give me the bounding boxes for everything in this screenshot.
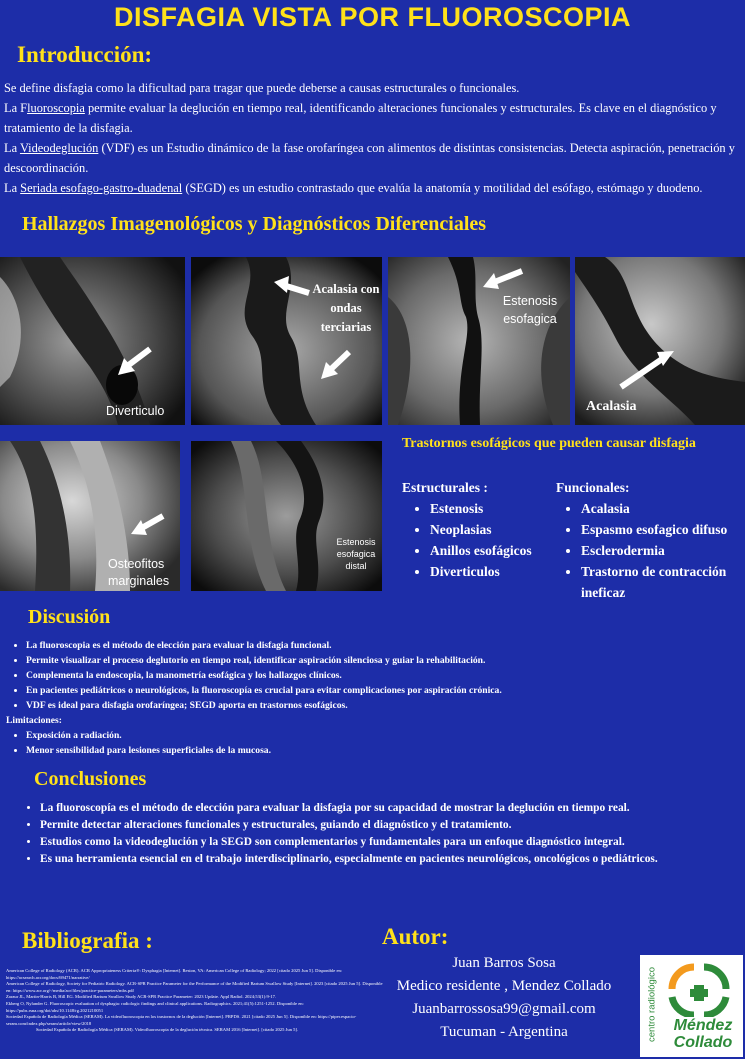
limitations-title: Limitaciones: (6, 715, 62, 726)
list-item: • Anillos esofágicos (430, 540, 552, 561)
list-item: • Menor sensibilidad para lesiones superficiales de la mucosa. (26, 743, 741, 758)
caption-estenosis: Estenosis esofagica (502, 294, 558, 326)
logo-line-2: Collado (673, 1034, 733, 1051)
list-item: • Es una herramienta esencial en el trabajo interdisciplinario, especialmente en pacientes neurológicos, oncológicos o pediátricos. (40, 851, 680, 868)
list-item: • Acalasia (581, 498, 741, 519)
caption-estenosis-distal: Estenosis esofagica distal (336, 537, 376, 571)
list-item: • Permite detectar alteraciones funcionales y estructurales, guiando el diagnóstico y el tratamiento. (40, 817, 680, 834)
bib-ref: American College of Radiology (ACR). ACR Appropriateness Criteria®: Dysphagia [Internet]. Reston, VA: American College of Radiology; 2022 [citado 2025 Jun 5]. Disponible en: https://acsearch.acr.org/docs/69471/narrative/ (6, 968, 343, 980)
limitations-list (6, 728, 741, 758)
functional-column (556, 478, 741, 603)
list-item: • Diverticulos (430, 561, 552, 582)
list-item: • Trastorno de contracción ineficaz (581, 561, 741, 603)
mendez-collado-logo (640, 955, 743, 1057)
fluoro-image-estenosis (388, 257, 570, 425)
conclusions-section (20, 800, 680, 868)
logo-wordmark (664, 1017, 742, 1051)
functional-title: Funcionales: (556, 480, 630, 495)
conclusions-list (20, 800, 680, 868)
list-item: • Esclerodermia (581, 540, 741, 561)
caption-acalasia: Acalasia (586, 399, 637, 414)
caption-acalasia-ondas: Acalasia con ondas terciarias (312, 282, 380, 334)
list-item: • VDF es ideal para disfagia orofaríngea; SEGD aporta en trastornos esofágicos. (26, 698, 741, 713)
bib-ref: Sociedad Española de Radiología Médica (SERAM). Videofluoroscopia de la deglución técnica. SERAM 2016 [Internet]. [citado 2025 Jun 5]. (36, 1027, 299, 1033)
list-item: • Exposición a radiación. (26, 728, 741, 743)
fluoro-image-diverticulo (0, 257, 185, 425)
discussion-section (6, 638, 741, 758)
intro-heading: Introducción: (17, 42, 153, 67)
discussion-heading: Discusión (28, 606, 111, 628)
list-item: • Espasmo esofagico difuso (581, 519, 741, 540)
author-heading: Autor: (382, 924, 449, 949)
intro-paragraph-1: Se define disfagia como la dificultad para tragar que puede deberse a causas estructurales o funcionales. (4, 81, 520, 95)
author-role: Medico residente , Mendez Collado (396, 978, 612, 994)
author-email: Juanbarrossosa99@gmail.com (412, 1001, 596, 1017)
list-item: • Estudios como la videodeglución y la SEGD son complementarios y fundamentales para un enfoque diagnóstico integral. (40, 834, 680, 851)
disorders-heading: Trastornos esofágicos que pueden causar disfagia (402, 436, 696, 451)
author-location: Tucuman - Argentina (440, 1024, 568, 1040)
intro-p4-post: (SEGD) es un estudio contrastado que evalúa la anatomía y motilidad del esófago, estómago y duodeno. (182, 181, 703, 195)
discussion-list (6, 638, 741, 713)
bib-ref: Sociedad Española de Radiología Médica (SERAM). La videofluoroscopia en los trastornos de la deglución [Internet]. PRPDS. 2021 [citado 2025 Jun 5]. Disponible en: https://piper.espacio-seram.com/index.php/seram/article/view/2018 (6, 1014, 357, 1026)
author-block (388, 952, 620, 1044)
list-item: • Permite visualizar el proceso deglutorio en tiempo real, identificar aspiración silenciosa y guiar la rehabilitación. (26, 653, 741, 668)
structural-title: Estructurales : (402, 480, 488, 495)
functional-list (556, 498, 741, 603)
list-item: • En pacientes pediátricos o neurológicos, la fluoroscopía es crucial para evitar complicaciones por aspiración crónica. (26, 683, 741, 698)
intro-paragraph-4 (4, 178, 744, 198)
list-item: • Complementa la endoscopia, la manometría esofágica y los hallazgos clínicos. (26, 668, 741, 683)
intro-paragraph-3 (4, 138, 744, 178)
conclusions-heading: Conclusiones (34, 768, 147, 790)
logo-vertical-text-wrap (642, 963, 662, 1051)
bibliography-list (6, 968, 386, 1034)
bib-ref: American College of Radiology, Society for Pediatric Radiology. ACR-SPR Practice Parameter for the Performance of the Modified Barium Swallow Study [Internet]. 2023 [citado 2025 Jun 5]. Disponible en: https://www.acr.org/-/media/acr/files/practice-parameters/mbs.pdf (6, 981, 383, 993)
intro-p2-term: luoroscopia (27, 101, 85, 115)
intro-p3-post: (VDF) es un Estudio dinámico de la fase orofaríngea con alimentos de distintas consistencias. Detecta aspiración, penetración y descoordinación. (4, 141, 735, 175)
intro-p3-pre: La (4, 141, 20, 155)
bib-ref: Zaraur JL, Martin-Harris B, Hill EG. Modified Barium Swallow Study ACR-SPR Practice Parameter: 2023 Update. Appl Radiol. 2024;53(1):9-17. (6, 994, 277, 1000)
structural-list (402, 498, 552, 582)
intro-p4-term: Seriada esofago-gastro-duadenal (20, 181, 183, 195)
intro-p4-pre: La (4, 181, 21, 195)
list-item: • La fluoroscopía es el método de elección para evaluar la disfagia por su capacidad de mostrar la deglución en tiempo real. (40, 800, 680, 817)
intro-paragraph-2 (4, 98, 744, 138)
logo-vertical-text: centro radiológico (646, 967, 658, 1042)
findings-heading: Hallazgos Imagenológicos y Diagnósticos Diferenciales (22, 213, 487, 235)
list-item: • Estenosis (430, 498, 552, 519)
intro-p3-term: Videodeglución (19, 141, 99, 155)
bibliography-heading: Bibliografia : (22, 928, 153, 953)
list-item: • Neoplasias (430, 519, 552, 540)
author-name: Juan Barros Sosa (452, 955, 556, 971)
logo-line-1: Méndez (673, 1017, 733, 1034)
structural-column (402, 478, 552, 582)
intro-p2-post: permite evaluar la deglución en tiempo real, identificando alteraciones funcionales y estructurales. Es clave en el diagnóstico y tratamiento de la disfagia. (4, 101, 717, 135)
bib-ref: Ekberg O, Nylander G. Fluoroscopic evaluation of dysphagia: radiologic findings and clinical applications. Radiographics. 2021;41(5):1251-1252. Disponible en: https://pubs.rsna.org/doi/abs/10.1148/rg.2021210051 (6, 1000, 304, 1013)
intro-p2-pre: La F (4, 101, 28, 115)
intro-text (4, 78, 744, 198)
list-item: • La fluoroscopia es el método de elección para evaluar la disfagia funcional. (26, 638, 741, 653)
caption-diverticulo: Diverticulo (106, 404, 165, 418)
caption-osteofitos: Osteofitos marginales (108, 557, 170, 588)
poster-title: DISFAGIA VISTA POR FLUOROSCOPIA (113, 2, 632, 32)
logo-emblem-icon (666, 961, 738, 1017)
